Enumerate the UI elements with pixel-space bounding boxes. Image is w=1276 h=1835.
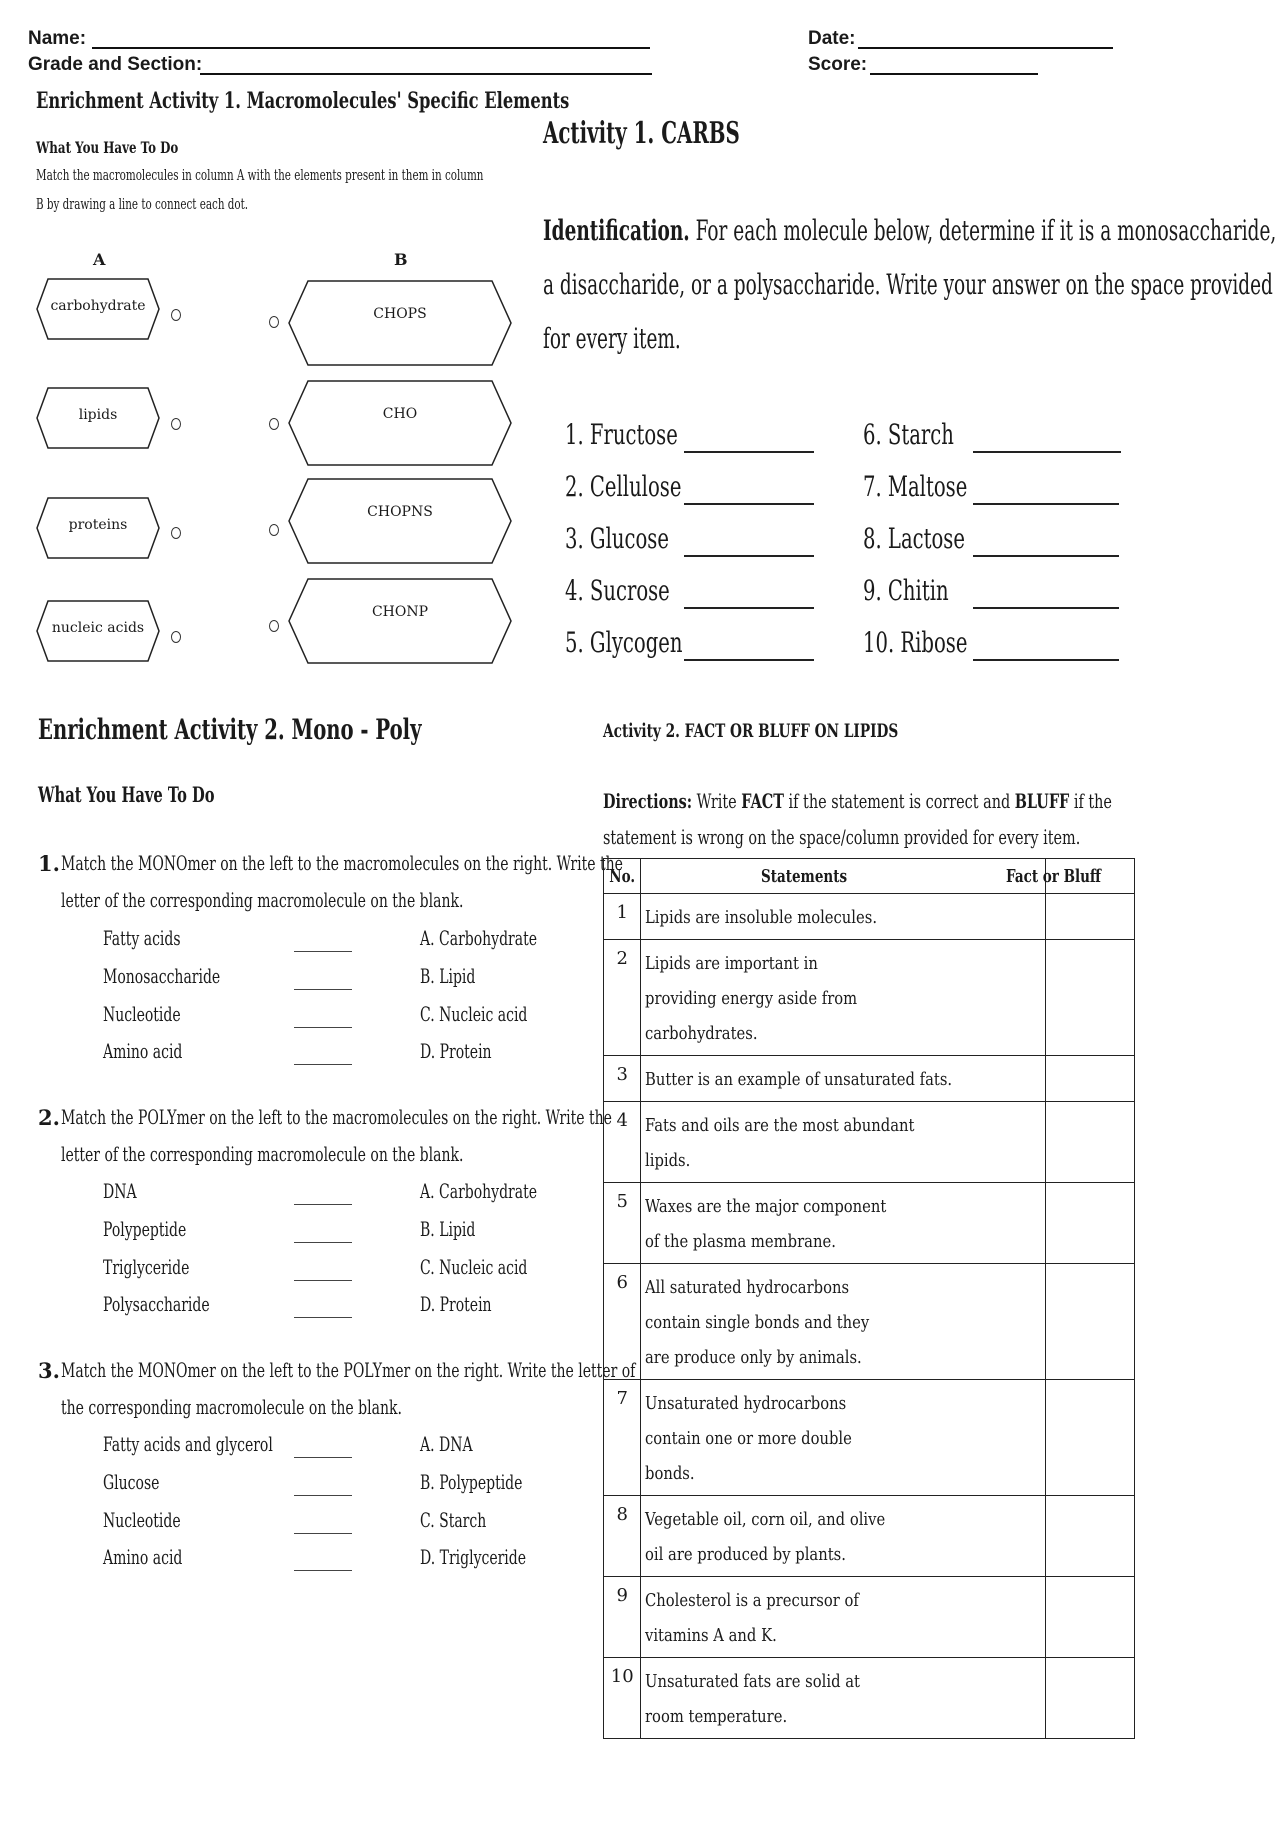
carbs-blank-9[interactable] [973,607,1119,609]
carbs-blank-2[interactable] [684,503,814,505]
carbs-item-6: 6. Starch [863,418,954,451]
carbs-blank-3[interactable] [684,555,814,557]
carbs-blank-8[interactable] [973,555,1119,557]
q3-left-2: Glucose [103,1470,160,1494]
row-number: 5 [604,1183,641,1264]
row-answer-cell[interactable] [1046,1380,1135,1496]
carbs-item-5: 5. Glycogen [565,626,683,659]
q1-blank-3[interactable] [294,1027,352,1028]
row-answer-cell[interactable] [1046,1577,1135,1658]
row-statement: Unsaturated fats are solid at room temperature. [641,1658,1046,1739]
q3-left-1: Fatty acids and glycerol [103,1432,273,1456]
q3-left-4: Amino acid [103,1545,183,1569]
carbs-blank-4[interactable] [684,607,814,609]
date-label: Date: [808,28,856,49]
dot-a-1[interactable] [171,309,181,321]
q2-left-4: Polysaccharide [103,1292,210,1316]
q1-left-1: Fatty acids [103,926,181,950]
dot-b-2[interactable] [269,418,279,430]
q2-right-4: D. Protein [420,1292,492,1316]
row-number: 4 [604,1102,641,1183]
row-number: 9 [604,1577,641,1658]
q1-right-3: C. Nucleic acid [420,1002,528,1026]
date-field[interactable] [858,47,1113,49]
q2-line2: letter of the corresponding macromolecule on the blank. [61,1142,464,1166]
carbs-item-4: 4. Sucrose [565,574,670,607]
q3-right-1: A. DNA [420,1432,473,1456]
q2-right-1: A. Carbohydrate [420,1179,537,1203]
dot-b-4[interactable] [269,620,279,632]
row-number: 10 [604,1658,641,1739]
q3-line1: Match the MONOmer on the left to the POLYmer on the right. Write the letter of [61,1358,636,1382]
q1-blank-4[interactable] [294,1064,352,1065]
carbs-item-7: 7. Maltose [863,470,968,503]
hex-b-cho: CHO [288,380,512,466]
score-field[interactable] [870,73,1038,75]
table-row [604,894,1135,940]
row-answer-cell[interactable] [1046,1658,1135,1739]
carbs-blank-6[interactable] [973,451,1121,453]
grade-field[interactable] [200,73,652,75]
carbs-blank-10[interactable] [973,659,1119,661]
q3-blank-3[interactable] [294,1533,352,1534]
name-label: Name: [28,28,87,49]
q3-number: 3. [38,1358,60,1383]
col-statements-header: Statements [641,859,1046,894]
row-number: 8 [604,1496,641,1577]
table-row [604,1496,1135,1577]
ea1-instr-line1: Match the macromolecules in column A with the elements present in them in column [36,166,484,184]
carbs-blank-7[interactable] [973,503,1119,505]
row-statement: Butter is an example of unsaturated fats. [641,1056,1046,1102]
q2-right-2: B. Lipid [420,1217,476,1241]
row-statement: Cholesterol is a precursor of vitamins A and K. [641,1577,1046,1658]
q1-left-3: Nucleotide [103,1002,181,1026]
ea2-what-label: What You Have To Do [38,782,215,807]
table-row [604,1183,1135,1264]
q2-left-1: DNA [103,1179,137,1203]
act1-ident-line3: for every item. [543,322,681,355]
hex-b-chonp: CHONP [288,578,512,664]
carbs-item-8: 8. Lactose [863,522,965,555]
q3-blank-2[interactable] [294,1495,352,1496]
table-row [604,1577,1135,1658]
hex-a-lipids: lipids [36,387,160,449]
q2-right-3: C. Nucleic acid [420,1255,528,1279]
ea2-title: Enrichment Activity 2. Mono - Poly [38,713,422,746]
q1-left-4: Amino acid [103,1039,183,1063]
carbs-blank-5[interactable] [684,659,814,661]
row-answer-cell[interactable] [1046,1056,1135,1102]
col-b-header: B [394,250,408,269]
q3-right-2: B. Polypeptide [420,1470,523,1494]
table-row [604,1102,1135,1183]
col-no-header: No. [604,859,641,894]
row-number: 3 [604,1056,641,1102]
hex-a-nucleic-acids: nucleic acids [36,600,160,662]
q3-right-3: C. Starch [420,1508,487,1532]
carbs-item-3: 3. Glucose [565,522,669,555]
row-statement: Unsaturated hydrocarbons contain one or more double bonds. [641,1380,1046,1496]
q2-blank-4[interactable] [294,1317,352,1318]
ea1-instr-line2: B by drawing a line to connect each dot. [36,195,249,213]
table-row [604,1056,1135,1102]
q2-blank-1[interactable] [294,1204,352,1205]
q1-right-4: D. Protein [420,1039,492,1063]
hex-a-proteins: proteins [36,497,160,559]
name-field[interactable] [92,47,650,49]
q2-blank-2[interactable] [294,1242,352,1243]
table-row [604,1264,1135,1380]
row-statement: Lipids are insoluble molecules. [641,894,1046,940]
carbs-item-9: 9. Chitin [863,574,949,607]
q1-left-2: Monosaccharide [103,964,221,988]
q3-left-3: Nucleotide [103,1508,181,1532]
row-answer-cell[interactable] [1046,1183,1135,1264]
fact-bluff-table [603,858,1135,1739]
table-row [604,1380,1135,1496]
act2-directions-line2: statement is wrong on the space/column provided for every item. [603,825,1081,849]
row-number: 2 [604,940,641,1056]
act2-title: Activity 2. FACT OR BLUFF ON LIPIDS [603,720,899,742]
grade-label: Grade and Section: [28,54,203,75]
score-label: Score: [808,54,868,75]
q2-left-3: Triglyceride [103,1255,190,1279]
q3-right-4: D. Triglyceride [420,1545,527,1569]
q1-line1: Match the MONOmer on the left to the macromolecules on the right. Write the [61,851,623,875]
q3-blank-4[interactable] [294,1570,352,1571]
q2-number: 2. [38,1105,60,1130]
q1-right-2: B. Lipid [420,964,476,988]
q1-line2: letter of the corresponding macromolecule on the blank. [61,888,464,912]
carbs-blank-1[interactable] [684,451,814,453]
act2-directions-line1: Directions: Write FACT if the statement is correct and BLUFF if the [603,789,1112,813]
dot-a-2[interactable] [171,418,181,430]
q2-line1: Match the POLYmer on the left to the macromolecules on the right. Write the [61,1105,612,1129]
q1-right-1: A. Carbohydrate [420,926,537,950]
row-statement: Fats and oils are the most abundant lipids. [641,1102,1046,1183]
row-statement: All saturated hydrocarbons contain single bonds and they are produce only by animals. [641,1264,1046,1380]
q2-left-2: Polypeptide [103,1217,187,1241]
hex-b-chopns: CHOPNS [288,478,512,564]
act1-ident-line1: Identification. For each molecule below, determine if it is a monosaccharide, [543,214,1276,247]
row-answer-cell[interactable] [1046,894,1135,940]
dot-b-1[interactable] [269,316,279,328]
col-fact-header: Fact or Bluff [1046,859,1135,894]
hex-a-carbohydrate: carbohydrate [36,278,160,340]
act1-ident-line2: a disaccharide, or a polysaccharide. Write your answer on the space provided [543,268,1273,301]
row-statement: Waxes are the major component of the plasma membrane. [641,1183,1046,1264]
carbs-item-10: 10. Ribose [863,626,968,659]
carbs-item-2: 2. Cellulose [565,470,682,503]
row-number: 6 [604,1264,641,1380]
row-answer-cell[interactable] [1046,940,1135,1056]
row-number: 7 [604,1380,641,1496]
row-statement: Vegetable oil, corn oil, and olive oil are produced by plants. [641,1496,1046,1577]
table-row [604,1658,1135,1739]
carbs-item-1: 1. Fructose [565,418,678,451]
q1-blank-1[interactable] [294,951,352,952]
table-header-row [604,859,1135,894]
ea1-what-label: What You Have To Do [36,138,179,157]
table-row [604,940,1135,1056]
q1-blank-2[interactable] [294,989,352,990]
q1-number: 1. [38,851,60,876]
dot-a-3[interactable] [171,527,181,539]
dot-a-4[interactable] [171,631,181,643]
dot-b-3[interactable] [269,524,279,536]
row-number: 1 [604,894,641,940]
q3-line2: the corresponding macromolecule on the blank. [61,1395,402,1419]
q3-blank-1[interactable] [294,1457,352,1458]
row-answer-cell[interactable] [1046,1264,1135,1380]
row-answer-cell[interactable] [1046,1102,1135,1183]
ea1-title: Enrichment Activity 1. Macromolecules' Specific Elements [36,88,570,114]
row-answer-cell[interactable] [1046,1496,1135,1577]
act1-title: Activity 1. CARBS [543,116,740,151]
hex-b-chops: CHOPS [288,280,512,366]
col-a-header: A [93,250,106,269]
q2-blank-3[interactable] [294,1280,352,1281]
row-statement: Lipids are important in providing energy aside from carbohydrates. [641,940,1046,1056]
